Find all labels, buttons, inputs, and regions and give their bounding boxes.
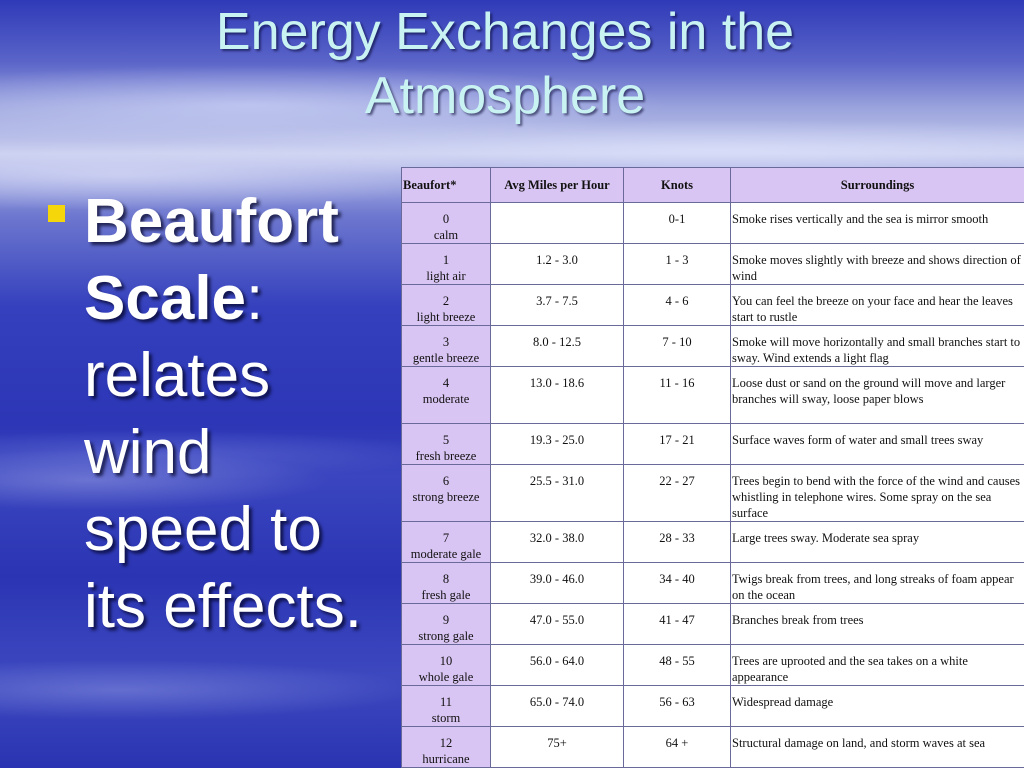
mph-cell: 1.2 - 3.0 bbox=[491, 244, 624, 285]
mph-cell: 65.0 - 74.0 bbox=[491, 686, 624, 727]
beaufort-number: 7 bbox=[442, 531, 450, 545]
mph-cell: 3.7 - 7.5 bbox=[491, 285, 624, 326]
knots-cell: 34 - 40 bbox=[624, 563, 731, 604]
surroundings-cell: Loose dust or sand on the ground will move and larger branches will sway, loose paper blows bbox=[731, 367, 1024, 424]
beaufort-number: 9 bbox=[442, 613, 450, 627]
table-row bbox=[402, 244, 1024, 285]
table-row bbox=[402, 424, 1024, 465]
slide-title-line-2: Atmosphere bbox=[364, 67, 646, 125]
surroundings-cell: Smoke moves slightly with breeze and shows direction of wind bbox=[731, 244, 1024, 285]
bullet-term: Beaufort Scale bbox=[84, 187, 339, 333]
knots-cell: 41 - 47 bbox=[624, 604, 731, 645]
mph-cell: 56.0 - 64.0 bbox=[491, 645, 624, 686]
beaufort-table-container bbox=[401, 167, 1024, 768]
surroundings-cell: Surface waves form of water and small trees sway bbox=[731, 424, 1024, 465]
beaufort-name: fresh breeze bbox=[415, 449, 477, 463]
surroundings-cell: Branches break from trees bbox=[731, 604, 1024, 645]
surroundings-cell: Smoke rises vertically and the sea is mirror smooth bbox=[731, 203, 1024, 244]
surroundings-cell: Twigs break from trees, and long streaks of foam appear on the ocean bbox=[731, 563, 1024, 604]
table-row bbox=[402, 645, 1024, 686]
beaufort-name: strong breeze bbox=[412, 490, 480, 504]
table-row bbox=[402, 203, 1024, 244]
beaufort-cell bbox=[402, 686, 491, 727]
beaufort-cell bbox=[402, 563, 491, 604]
table-row bbox=[402, 604, 1024, 645]
beaufort-cell bbox=[402, 244, 491, 285]
table-body bbox=[402, 203, 1024, 768]
knots-cell: 11 - 16 bbox=[624, 367, 731, 424]
beaufort-name: moderate gale bbox=[410, 547, 482, 561]
mph-cell: 47.0 - 55.0 bbox=[491, 604, 624, 645]
surroundings-cell: Trees are uprooted and the sea takes on a white appearance bbox=[731, 645, 1024, 686]
surroundings-cell: Trees begin to bend with the force of the wind and causes whistling in telephone wires. Some spray on the sea surface bbox=[731, 465, 1024, 522]
beaufort-name: storm bbox=[431, 711, 461, 725]
mph-cell: 25.5 - 31.0 bbox=[491, 465, 624, 522]
table-row bbox=[402, 522, 1024, 563]
header-knots: Knots bbox=[624, 168, 731, 203]
beaufort-cell bbox=[402, 522, 491, 563]
bullet-rest: : relates wind speed to its effects. bbox=[84, 264, 362, 641]
beaufort-name: calm bbox=[433, 228, 459, 242]
mph-cell: 19.3 - 25.0 bbox=[491, 424, 624, 465]
bullet-text bbox=[84, 183, 394, 645]
beaufort-cell bbox=[402, 604, 491, 645]
beaufort-number: 10 bbox=[439, 654, 453, 668]
knots-cell: 1 - 3 bbox=[624, 244, 731, 285]
beaufort-number: 8 bbox=[442, 572, 450, 586]
beaufort-number: 11 bbox=[439, 695, 453, 709]
table-row bbox=[402, 285, 1024, 326]
beaufort-number: 5 bbox=[442, 433, 450, 447]
slide-title-line-1: Energy Exchanges in the bbox=[215, 3, 795, 61]
knots-cell: 0-1 bbox=[624, 203, 731, 244]
beaufort-number: 3 bbox=[442, 335, 450, 349]
beaufort-cell bbox=[402, 645, 491, 686]
surroundings-cell: You can feel the breeze on your face and hear the leaves start to rustle bbox=[731, 285, 1024, 326]
knots-cell: 64 + bbox=[624, 727, 731, 768]
header-beaufort: Beaufort* bbox=[402, 168, 491, 203]
beaufort-name: hurricane bbox=[422, 752, 470, 766]
table-row bbox=[402, 727, 1024, 768]
knots-cell: 48 - 55 bbox=[624, 645, 731, 686]
beaufort-name: gentle breeze bbox=[412, 351, 480, 365]
beaufort-name: light air bbox=[426, 269, 466, 283]
table-row bbox=[402, 326, 1024, 367]
beaufort-cell bbox=[402, 285, 491, 326]
beaufort-name: strong gale bbox=[418, 629, 474, 643]
beaufort-name: moderate bbox=[422, 392, 470, 406]
surroundings-cell: Large trees sway. Moderate sea spray bbox=[731, 522, 1024, 563]
beaufort-number: 1 bbox=[442, 253, 450, 267]
mph-cell: 8.0 - 12.5 bbox=[491, 326, 624, 367]
knots-cell: 56 - 63 bbox=[624, 686, 731, 727]
mph-cell: 75+ bbox=[491, 727, 624, 768]
table-row bbox=[402, 367, 1024, 424]
square-bullet-icon bbox=[48, 205, 65, 222]
beaufort-cell bbox=[402, 326, 491, 367]
knots-cell: 17 - 21 bbox=[624, 424, 731, 465]
header-avg-mph: Avg Miles per Hour bbox=[491, 168, 624, 203]
surroundings-cell: Structural damage on land, and storm waves at sea bbox=[731, 727, 1024, 768]
beaufort-number: 2 bbox=[442, 294, 450, 308]
beaufort-name: whole gale bbox=[418, 670, 474, 684]
beaufort-number: 4 bbox=[442, 376, 450, 390]
mph-cell bbox=[491, 203, 624, 244]
beaufort-cell bbox=[402, 367, 491, 424]
beaufort-cell bbox=[402, 465, 491, 522]
beaufort-name: fresh gale bbox=[421, 588, 471, 602]
knots-cell: 22 - 27 bbox=[624, 465, 731, 522]
beaufort-cell bbox=[402, 424, 491, 465]
mph-cell: 39.0 - 46.0 bbox=[491, 563, 624, 604]
table-row bbox=[402, 686, 1024, 727]
slide-title bbox=[0, 0, 1010, 128]
mph-cell: 13.0 - 18.6 bbox=[491, 367, 624, 424]
table-header-row bbox=[402, 168, 1024, 203]
beaufort-number: 6 bbox=[442, 474, 450, 488]
beaufort-cell bbox=[402, 203, 491, 244]
header-surroundings: Surroundings bbox=[731, 168, 1024, 203]
knots-cell: 4 - 6 bbox=[624, 285, 731, 326]
beaufort-scale-table bbox=[401, 167, 1024, 768]
table-row bbox=[402, 563, 1024, 604]
surroundings-cell: Widespread damage bbox=[731, 686, 1024, 727]
beaufort-name: light breeze bbox=[416, 310, 476, 324]
table-row bbox=[402, 465, 1024, 522]
knots-cell: 7 - 10 bbox=[624, 326, 731, 367]
beaufort-number: 12 bbox=[439, 736, 453, 750]
surroundings-cell: Smoke will move horizontally and small branches start to sway. Wind extends a light flag bbox=[731, 326, 1024, 367]
knots-cell: 28 - 33 bbox=[624, 522, 731, 563]
beaufort-cell bbox=[402, 727, 491, 768]
mph-cell: 32.0 - 38.0 bbox=[491, 522, 624, 563]
beaufort-number: 0 bbox=[442, 212, 450, 226]
